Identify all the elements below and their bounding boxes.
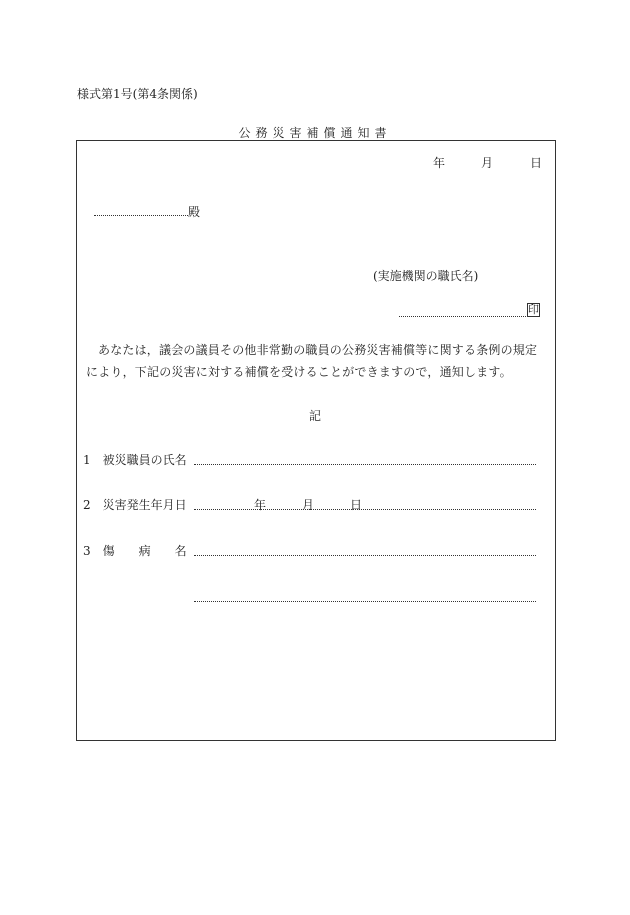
form-number-label: 様式第1号(第4条関係)	[77, 87, 198, 101]
incident-month-label: 月	[302, 498, 315, 512]
item-1-label: 1 被災職員の氏名	[83, 453, 187, 467]
incident-date-labels	[254, 496, 364, 510]
notice-body-text: あなたは，議会の議員その他非常勤の職員の公務災害補償等に関する条例の規定により，下記の災害に対する補償を受けることができますので，通知します。	[86, 343, 538, 379]
item-3-label: 3 傷 病 名	[83, 544, 187, 558]
issuer-name-field[interactable]	[399, 303, 526, 317]
form-frame	[76, 140, 556, 741]
addressee-name-field[interactable]	[94, 203, 188, 216]
issue-date-day-label: 日	[530, 156, 543, 170]
item-2-label: 2 災害発生年月日	[83, 498, 187, 512]
issuer-label: (実施機関の職氏名)	[373, 269, 479, 283]
incident-year-label: 年	[254, 498, 267, 512]
seal-mark: 印	[528, 303, 539, 316]
injury-name-field[interactable]	[194, 542, 536, 556]
incident-date-field[interactable]	[194, 496, 536, 510]
issue-date-month-label: 月	[481, 156, 494, 170]
victim-name-field[interactable]	[194, 451, 536, 465]
document-title: 公務災害補償通知書	[238, 126, 392, 140]
ki-heading: 記	[308, 409, 321, 423]
addressee-honorific: 殿	[188, 205, 201, 219]
incident-day-label: 日	[350, 498, 363, 512]
issue-date-year-label: 年	[433, 156, 446, 170]
issue-date-row	[433, 154, 543, 170]
injury-name-field-2[interactable]	[194, 588, 536, 602]
